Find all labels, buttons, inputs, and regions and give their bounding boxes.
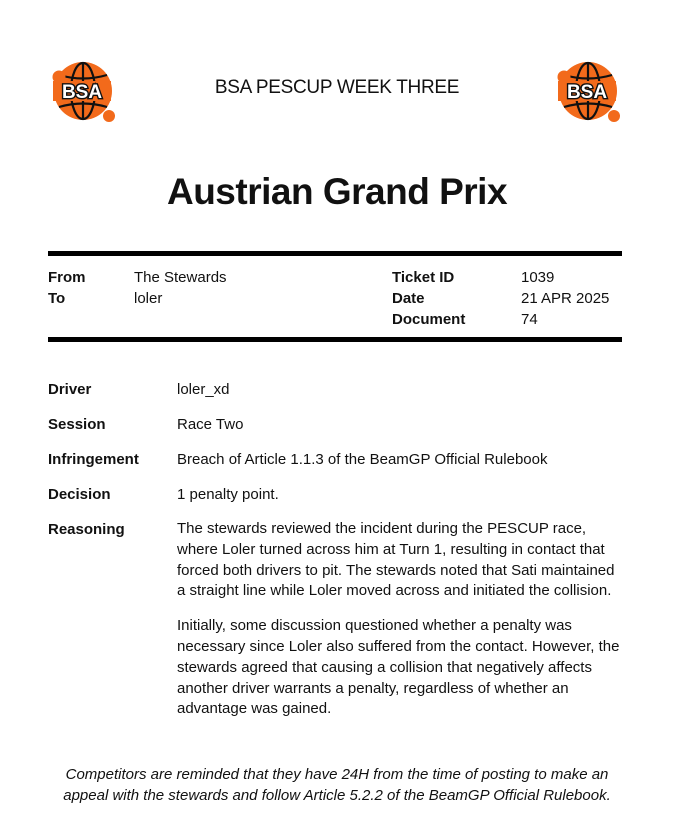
reasoning-text xyxy=(177,519,622,734)
reasoning-paragraph: Initially, some discussion questioned whether a penalty was necessary since Loler also suffered from the contact. However, the stewards agreed that causing a collision that negatively affects another driver warrants a penalty, regardless of whether an advantage was gained. xyxy=(177,617,620,718)
infringement-label: Infringement xyxy=(48,451,139,468)
ticket-row xyxy=(392,267,609,288)
meta-right xyxy=(392,267,609,330)
date-value: 21 APR 2025 xyxy=(521,290,610,307)
page-title: Austrian Grand Prix xyxy=(166,171,508,212)
session-row xyxy=(48,414,622,435)
reasoning-paragraph: The stewards reviewed the incident during the PESCUP race, where Loler turned across him at Turn 1, resulting in contact that forced both drivers to pit. The stewards noted that Sati maintained a straight line while Loler moved across and initiated the collision. xyxy=(177,520,615,600)
reasoning-row xyxy=(48,519,622,734)
decision-details xyxy=(48,379,622,748)
to-row xyxy=(48,288,227,309)
svg-text:BSA: BSA xyxy=(61,82,103,103)
divider xyxy=(48,337,622,342)
document-value: 74 xyxy=(521,311,538,328)
document-row xyxy=(392,309,609,330)
svg-text:BSA: BSA xyxy=(566,82,608,103)
decision-label: Decision xyxy=(48,486,111,503)
divider xyxy=(48,251,622,256)
header-title: BSA PESCUP WEEK THREE xyxy=(214,77,460,98)
document-label: Document xyxy=(392,311,466,328)
date-row xyxy=(392,288,609,309)
decision-row xyxy=(48,484,622,505)
session-label: Session xyxy=(48,416,106,433)
session-value: Race Two xyxy=(177,416,244,433)
driver-row xyxy=(48,379,622,400)
date-label: Date xyxy=(392,290,425,307)
appeal-notice-line: appeal with the stewards and follow Article 5.2.2 of the BeamGP Official Rulebook. xyxy=(63,787,611,804)
infringement-row xyxy=(48,449,622,470)
meta-left xyxy=(48,267,227,309)
ticket-value: 1039 xyxy=(521,269,555,286)
decision-value: 1 penalty point. xyxy=(177,486,279,503)
reasoning-label: Reasoning xyxy=(48,521,125,538)
to-label: To xyxy=(48,290,66,307)
driver-label: Driver xyxy=(48,381,92,398)
appeal-notice-line: Competitors are reminded that they have 24H from the time of posting to make an xyxy=(65,766,609,783)
infringement-value: Breach of Article 1.1.3 of the BeamGP Official Rulebook xyxy=(177,451,548,468)
appeal-notice xyxy=(40,764,634,806)
from-row xyxy=(48,267,227,288)
ticket-label: Ticket ID xyxy=(392,269,455,286)
from-value: The Stewards xyxy=(134,269,227,286)
to-value: loler xyxy=(134,290,163,307)
from-label: From xyxy=(48,269,86,286)
driver-value: loler_xd xyxy=(177,381,230,398)
